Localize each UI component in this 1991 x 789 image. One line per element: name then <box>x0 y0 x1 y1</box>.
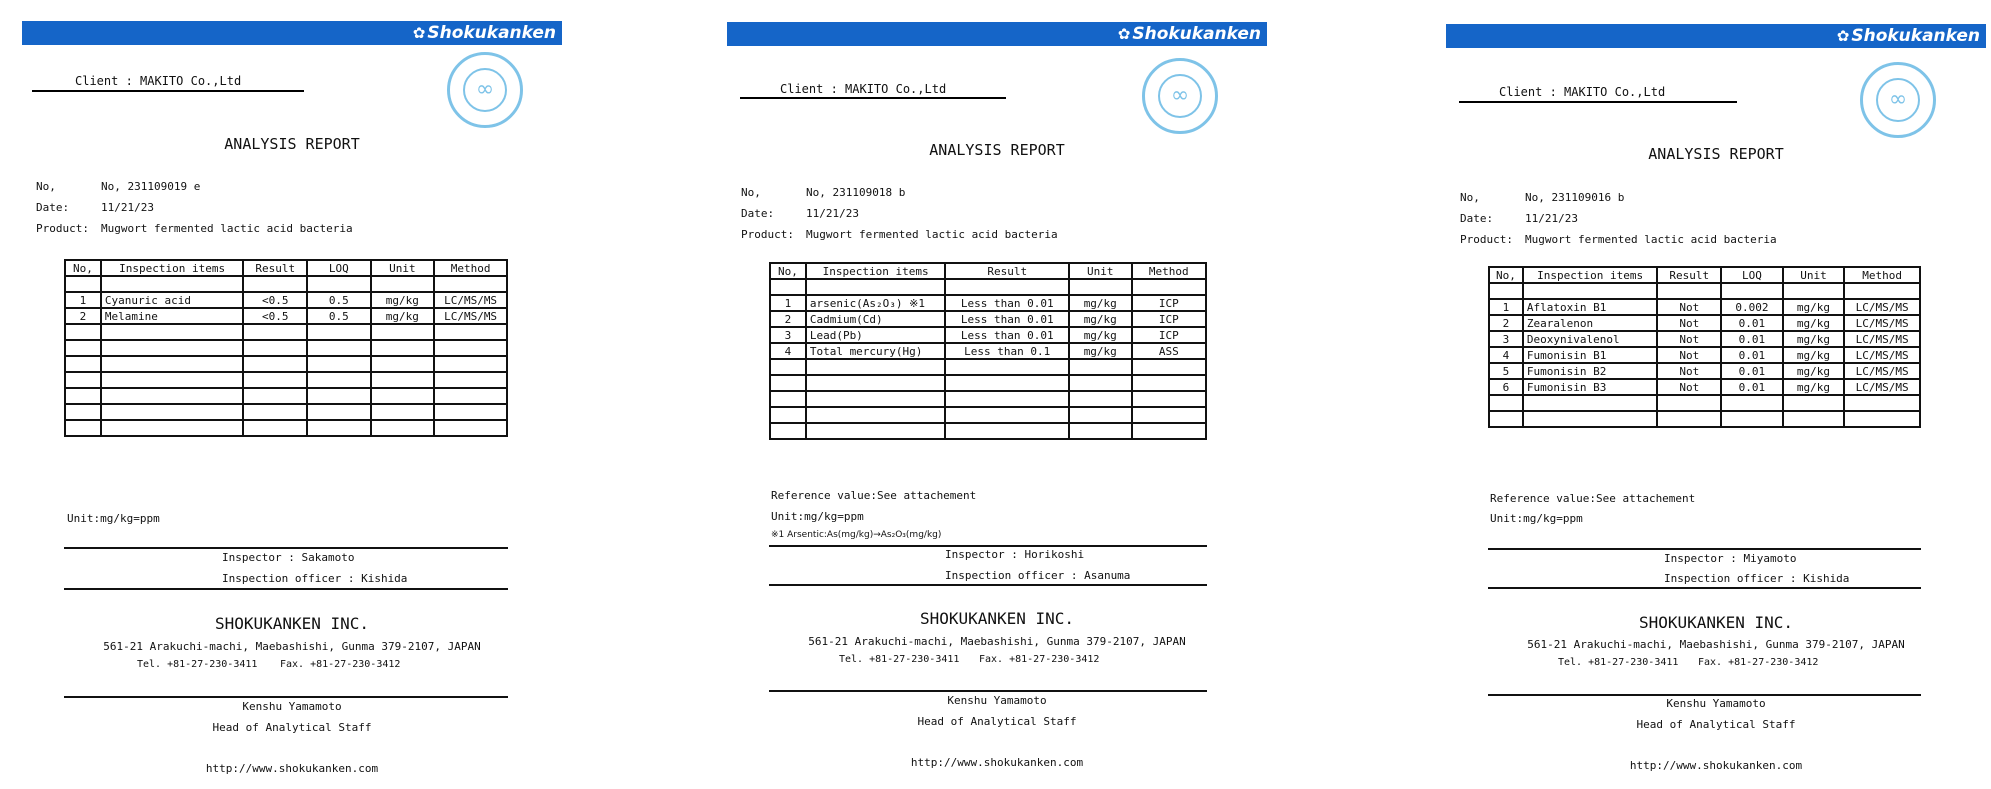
column-header: LOQ <box>1721 267 1783 283</box>
divider <box>1488 587 1921 589</box>
table-row <box>65 404 507 420</box>
brand-header-bar <box>727 22 1267 46</box>
date-label: Date: <box>741 207 775 220</box>
no-label: No, <box>741 186 761 199</box>
signer-title: Head of Analytical Staff <box>212 721 372 734</box>
report-3 <box>1446 0 1986 789</box>
inspection-table <box>769 262 1207 440</box>
column-header: Result <box>945 263 1069 279</box>
product-label: Product: <box>36 222 89 235</box>
signer-title: Head of Analytical Staff <box>917 715 1077 728</box>
report-title: ANALYSIS REPORT <box>224 135 360 153</box>
inspector: Inspector : Miyamoto <box>1664 552 1797 565</box>
report-date: 11/21/23 <box>806 207 859 220</box>
table-row <box>65 388 507 404</box>
column-header: Unit <box>371 260 435 276</box>
brand-logo-icon: ✿ <box>1117 25 1131 43</box>
company-tel: Tel. +81-27-230-3411 <box>1558 657 1679 668</box>
divider <box>1488 548 1921 550</box>
report-number: No, 231109019 e <box>101 180 201 193</box>
unit-note: Unit:mg/kg=ppm <box>1490 512 1583 525</box>
report-meta <box>36 176 353 239</box>
table-row <box>65 340 507 356</box>
column-header: No, <box>770 263 806 279</box>
report-1 <box>22 0 562 789</box>
inspection-table <box>64 259 508 437</box>
column-header: Unit <box>1783 267 1845 283</box>
signer-name: Kenshu Yamamoto <box>1666 697 1766 710</box>
table-row <box>770 375 1206 391</box>
report-number: No, 231109016 b <box>1525 191 1625 204</box>
product-label: Product: <box>1460 233 1513 246</box>
table-row <box>65 372 507 388</box>
table-row <box>770 359 1206 375</box>
signer-name: Kenshu Yamamoto <box>242 700 342 713</box>
table-row: 2 Melamine <0.5 0.5 mg/kg LC/MS/MS <box>65 308 507 324</box>
brand-logo-icon: ✿ <box>412 24 426 42</box>
report-date: 11/21/23 <box>101 201 154 214</box>
date-label: Date: <box>36 201 70 214</box>
table-row <box>1489 395 1920 411</box>
table-row <box>770 279 1206 295</box>
signer-title: Head of Analytical Staff <box>1636 718 1796 731</box>
company-fax: Fax. +81-27-230-3412 <box>979 654 1100 665</box>
inspection-table <box>1488 266 1921 428</box>
report-date: 11/21/23 <box>1525 212 1578 225</box>
divider <box>64 588 508 590</box>
company-address: 561-21 Arakuchi-machi, Maebashishi, Gunma 379-2107, JAPAN <box>1527 638 1905 651</box>
inspector: Inspector : Horikoshi <box>945 548 1085 561</box>
company-seal-icon: ∞ <box>447 52 523 128</box>
reference-note: Reference value:See attachement <box>771 489 977 502</box>
column-header: Result <box>1657 267 1721 283</box>
brand-header-bar <box>1446 24 1986 48</box>
inspection-officer: Inspection officer : Asanuma <box>945 569 1131 582</box>
column-header: Inspection items <box>101 260 244 276</box>
company-fax: Fax. +81-27-230-3412 <box>1698 657 1819 668</box>
table-row: 5 Fumonisin B2 Not 0.01 mg/kg LC/MS/MS <box>1489 363 1920 379</box>
column-header: Result <box>243 260 307 276</box>
company-tel: Tel. +81-27-230-3411 <box>839 654 960 665</box>
client-label: Client : MAKITO Co.,Ltd <box>75 74 242 88</box>
product-label: Product: <box>741 228 794 241</box>
no-label: No, <box>1460 191 1480 204</box>
reference-note: Reference value:See attachement <box>1490 492 1696 505</box>
column-header: Inspection items <box>1523 267 1658 283</box>
unit-note: Unit:mg/kg=ppm <box>771 510 864 523</box>
table-row: 2 Zearalenon Not 0.01 mg/kg LC/MS/MS <box>1489 315 1920 331</box>
company-name: SHOKUKANKEN INC. <box>214 614 370 633</box>
column-header: Inspection items <box>806 263 946 279</box>
divider <box>64 696 508 698</box>
unit-note: Unit:mg/kg=ppm <box>67 512 160 525</box>
brand-name: Shokukanken <box>1851 26 1980 46</box>
company-seal-icon: ∞ <box>1142 58 1218 134</box>
table-row <box>1489 411 1920 427</box>
inspection-officer: Inspection officer : Kishida <box>222 572 408 585</box>
product-name: Mugwort fermented lactic acid bacteria <box>806 228 1058 241</box>
table-row <box>1489 283 1920 299</box>
product-name: Mugwort fermented lactic acid bacteria <box>101 222 353 235</box>
divider <box>1488 694 1921 696</box>
divider <box>32 90 304 92</box>
table-row <box>770 391 1206 407</box>
table-row: 4 Fumonisin B1 Not 0.01 mg/kg LC/MS/MS <box>1489 347 1920 363</box>
table-row: 1 arsenic(As₂O₃) ※1 Less than 0.01 mg/kg ICP <box>770 295 1206 311</box>
table-row <box>65 356 507 372</box>
inspector: Inspector : Sakamoto <box>222 551 355 564</box>
table-row: 2 Cadmium(Cd) Less than 0.01 mg/kg ICP <box>770 311 1206 327</box>
company-name: SHOKUKANKEN INC. <box>1638 613 1794 632</box>
brand-name: Shokukanken <box>1132 24 1261 44</box>
table-row <box>770 407 1206 423</box>
divider <box>1459 101 1737 103</box>
report-title: ANALYSIS REPORT <box>929 141 1065 159</box>
company-tel: Tel. +81-27-230-3411 <box>137 659 258 670</box>
table-row <box>770 423 1206 439</box>
product-name: Mugwort fermented lactic acid bacteria <box>1525 233 1777 246</box>
arsenic-footnote: ※1 Arsentic:As(mg/kg)→As₂O₃(mg/kg) <box>771 530 942 540</box>
brand-name: Shokukanken <box>427 23 556 43</box>
table-row: 1 Aflatoxin B1 Not 0.002 mg/kg LC/MS/MS <box>1489 299 1920 315</box>
company-url[interactable]: http://www.shokukanken.com <box>1629 759 1803 772</box>
divider <box>64 547 508 549</box>
column-header: LOQ <box>307 260 370 276</box>
table-row <box>65 276 507 292</box>
column-header: Method <box>1844 267 1920 283</box>
column-header: Unit <box>1069 263 1132 279</box>
divider <box>740 97 1006 99</box>
divider <box>769 690 1207 692</box>
company-seal-icon: ∞ <box>1860 62 1936 138</box>
company-name: SHOKUKANKEN INC. <box>919 609 1075 628</box>
report-meta <box>1460 187 1777 250</box>
date-label: Date: <box>1460 212 1494 225</box>
table-row: 4 Total mercury(Hg) Less than 0.1 mg/kg ASS <box>770 343 1206 359</box>
table-row: 6 Fumonisin B3 Not 0.01 mg/kg LC/MS/MS <box>1489 379 1920 395</box>
table-row: 3 Lead(Pb) Less than 0.01 mg/kg ICP <box>770 327 1206 343</box>
report-2 <box>727 0 1267 789</box>
company-address: 561-21 Arakuchi-machi, Maebashishi, Gunma 379-2107, JAPAN <box>103 640 481 653</box>
inspection-officer: Inspection officer : Kishida <box>1664 572 1850 585</box>
report-title: ANALYSIS REPORT <box>1648 145 1784 163</box>
table-row <box>65 420 507 436</box>
table-row <box>65 324 507 340</box>
brand-logo-icon: ✿ <box>1836 27 1850 45</box>
company-url[interactable]: http://www.shokukanken.com <box>205 762 379 775</box>
signer-name: Kenshu Yamamoto <box>947 694 1047 707</box>
column-header: No, <box>1489 267 1523 283</box>
column-header: Method <box>434 260 507 276</box>
client-label: Client : MAKITO Co.,Ltd <box>1499 85 1666 99</box>
divider <box>769 584 1207 586</box>
client-label: Client : MAKITO Co.,Ltd <box>780 82 947 96</box>
column-header: Method <box>1132 263 1206 279</box>
company-url[interactable]: http://www.shokukanken.com <box>910 756 1084 769</box>
report-number: No, 231109018 b <box>806 186 906 199</box>
brand-header-bar <box>22 21 562 45</box>
report-meta <box>741 182 1058 245</box>
company-address: 561-21 Arakuchi-machi, Maebashishi, Gunma 379-2107, JAPAN <box>808 635 1186 648</box>
company-fax: Fax. +81-27-230-3412 <box>280 659 401 670</box>
table-row: 3 Deoxynivalenol Not 0.01 mg/kg LC/MS/MS <box>1489 331 1920 347</box>
no-label: No, <box>36 180 56 193</box>
column-header: No, <box>65 260 101 276</box>
table-row: 1 Cyanuric acid <0.5 0.5 mg/kg LC/MS/MS <box>65 292 507 308</box>
divider <box>769 545 1207 547</box>
